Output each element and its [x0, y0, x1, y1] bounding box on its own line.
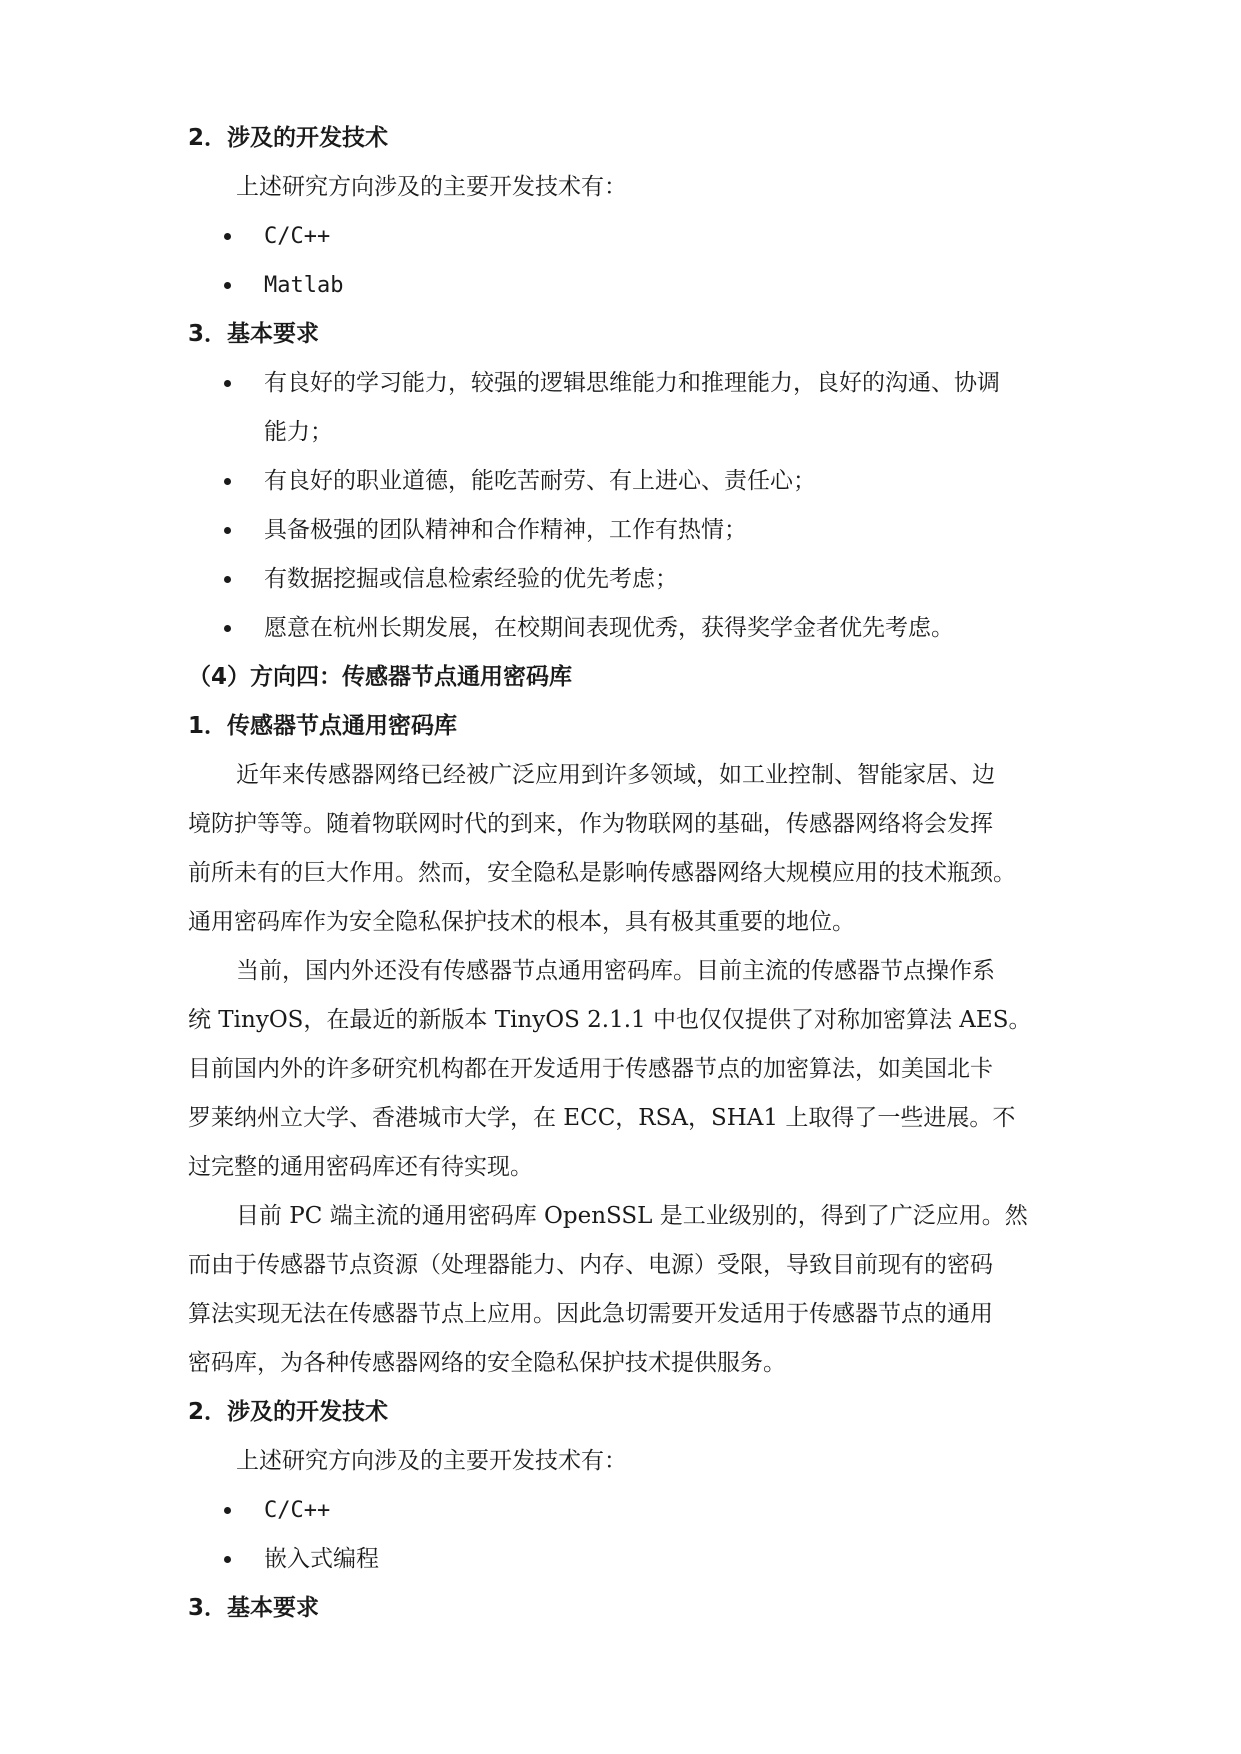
dev-tech-intro: 上述研究方向涉及的主要开发技术有：	[236, 174, 627, 200]
dev-tech-heading: 2．涉及的开发技术	[188, 1399, 389, 1425]
list-item	[188, 457, 1060, 506]
paragraph-line: 而由于传感器节点资源（处理器能力、内存、电源）受限，导致目前现有的密码	[188, 1252, 993, 1278]
bullet-icon	[224, 576, 231, 583]
paragraph-line: 近年来传感器网络已经被广泛应用到许多领域，如工业控制、智能家居、边	[236, 762, 995, 788]
bullet-icon	[224, 478, 231, 485]
paragraph	[188, 947, 1060, 1192]
paragraph-line: 通用密码库作为安全隐私保护技术的根本，具有极其重要的地位。	[188, 909, 855, 935]
list-item	[188, 1486, 1060, 1535]
paragraph-line: 算法实现无法在传感器节点上应用。因此急切需要开发适用于传感器节点的通用	[188, 1301, 993, 1327]
paragraph-line: 罗莱纳州立大学、香港城市大学，在 ECC，RSA，SHA1 上取得了一些进展。不	[188, 1105, 1016, 1131]
list-item	[188, 506, 1060, 555]
topic-heading: 1．传感器节点通用密码库	[188, 713, 458, 739]
paragraph	[188, 751, 1060, 947]
list-item	[188, 359, 1060, 408]
requirement-text: 有良好的学习能力，较强的逻辑思维能力和推理能力，良好的沟通、协调	[264, 370, 1000, 396]
tech-item: 嵌入式编程	[264, 1546, 379, 1572]
tech-item: Matlab	[264, 273, 344, 298]
tech-item: C/C++	[264, 224, 331, 249]
list-item	[188, 1535, 1060, 1584]
paragraph-line: 过完整的通用密码库还有待实现。	[188, 1154, 533, 1180]
list-item	[188, 604, 1060, 653]
bullet-icon	[224, 1556, 231, 1563]
bullet-icon	[224, 527, 231, 534]
dev-tech-heading: 2．涉及的开发技术	[188, 125, 389, 151]
paragraph-line: 目前国内外的许多研究机构都在开发适用于传感器节点的加密算法，如美国北卡	[188, 1056, 993, 1082]
paragraph-line: 统 TinyOS，在最近的新版本 TinyOS 2.1.1 中也仅仅提供了对称加密算法 AES。	[188, 1007, 1032, 1033]
paragraph-line: 密码库，为各种传感器网络的安全隐私保护技术提供服务。	[188, 1350, 786, 1376]
paragraph-line: 前所未有的巨大作用。然而，安全隐私是影响传感器网络大规模应用的技术瓶颈。	[188, 860, 1016, 886]
dev-tech-intro: 上述研究方向涉及的主要开发技术有：	[236, 1448, 627, 1474]
paragraph-line: 当前，国内外还没有传感器节点通用密码库。目前主流的传感器节点操作系	[236, 958, 995, 984]
bullet-icon	[224, 380, 231, 387]
bullet-icon	[224, 625, 231, 632]
bullet-icon	[224, 233, 231, 240]
requirements-heading: 3．基本要求	[188, 1595, 320, 1621]
paragraph-line: 境防护等等。随着物联网时代的到来，作为物联网的基础，传感器网络将会发挥	[188, 811, 993, 837]
requirement-text: 具备极强的团队精神和合作精神，工作有热情；	[264, 517, 747, 543]
requirements-heading: 3．基本要求	[188, 321, 320, 347]
requirement-text: 有数据挖掘或信息检索经验的优先考虑；	[264, 566, 678, 592]
list-item	[188, 261, 1060, 310]
bullet-icon	[224, 1507, 231, 1514]
list-item	[188, 555, 1060, 604]
bullet-icon	[224, 282, 231, 289]
tech-item: C/C++	[264, 1498, 331, 1523]
direction-heading: （4）方向四：传感器节点通用密码库	[188, 664, 573, 690]
requirement-text: 愿意在杭州长期发展，在校期间表现优秀，获得奖学金者优先考虑。	[264, 615, 954, 641]
requirement-text: 有良好的职业道德，能吃苦耐劳、有上进心、责任心；	[264, 468, 816, 494]
requirement-continuation: 能力；	[264, 419, 333, 445]
paragraph-line: 目前 PC 端主流的通用密码库 OpenSSL 是工业级别的，得到了广泛应用。然	[236, 1203, 1028, 1229]
paragraph	[188, 1192, 1060, 1388]
list-item	[188, 212, 1060, 261]
document-body	[188, 114, 1060, 1633]
